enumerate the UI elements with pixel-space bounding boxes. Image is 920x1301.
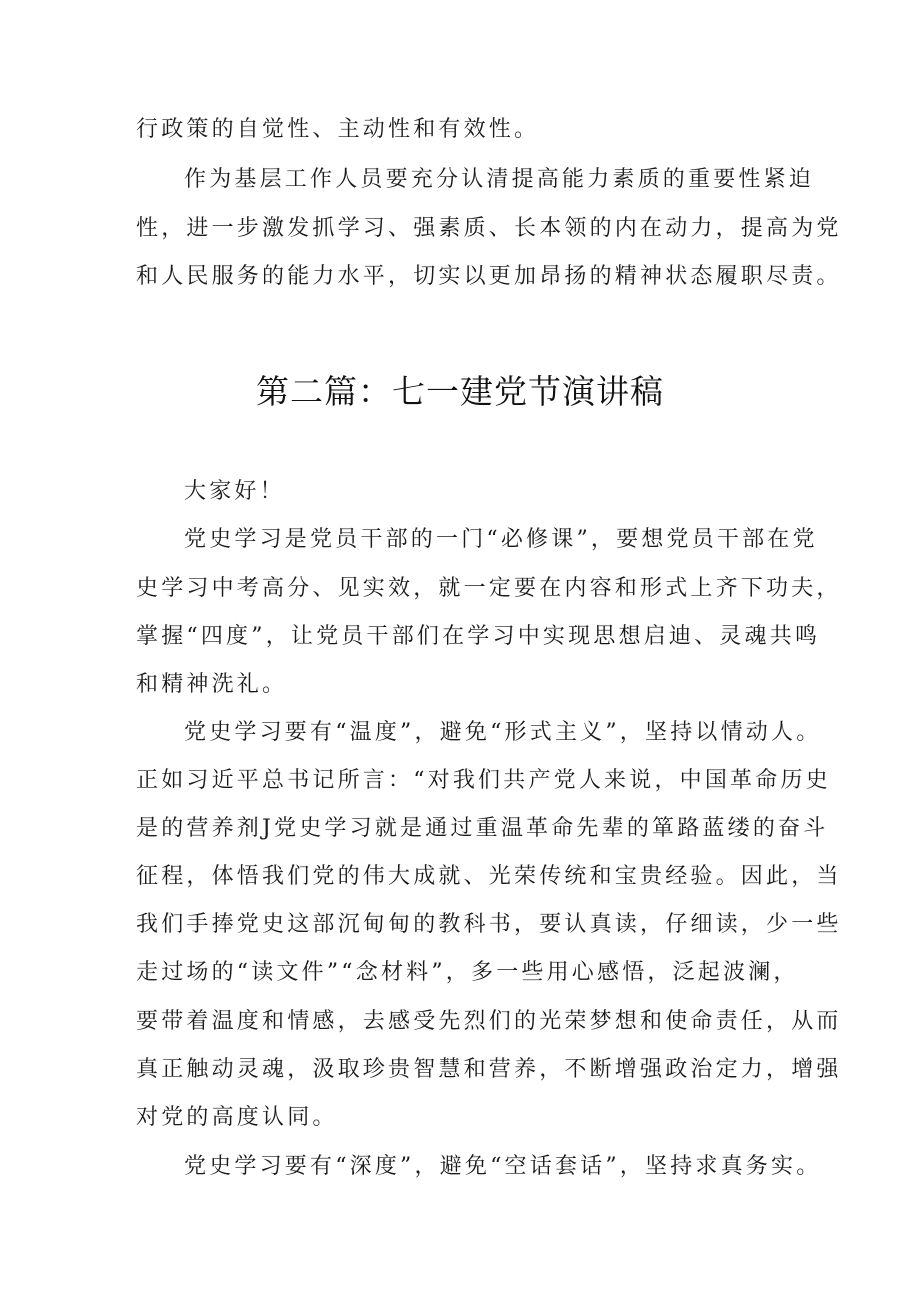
paragraph-line: 和人民服务的能力水平，切实以更加昂扬的精神状态履职尽责。 xyxy=(136,264,842,289)
section-title: 第二篇：七一建党节演讲稿 xyxy=(256,372,664,411)
paragraph-line: 正如习近平总书记所言：“对我们共产党人来说，中国革命历史 xyxy=(136,768,831,793)
paragraph-line: 对党的高度认同。 xyxy=(136,1105,338,1130)
paragraph-line: 要带着温度和情感，去感受先烈们的光荣梦想和使命责任，从而 xyxy=(136,1009,842,1034)
paragraph-line: 史学习中考高分、见实效，就一定要在内容和形式上齐下功夫， xyxy=(136,576,842,601)
paragraph-line: 大家好！ xyxy=(184,479,285,504)
paragraph-line: 走过场的“读文件”“念材料”，多一些用心感悟，泛起波澜， xyxy=(136,960,799,985)
paragraph-line: 是的营养剂J党史学习就是通过重温革命先辈的箪路蓝缕的奋斗 xyxy=(136,816,829,841)
paragraph-line: 党史学习要有“深度”，避免“空话套话”，坚持求真务实。 xyxy=(184,1154,822,1179)
paragraph-line: 性，进一步激发抓学习、强素质、长本领的内在动力，提高为党 xyxy=(136,216,842,241)
paragraph-line: 党史学习是党员干部的一门“必修课”，要想党员干部在党 xyxy=(184,527,818,552)
paragraph-line: 党史学习要有“温度”，避免“形式主义”，坚持以情动人。 xyxy=(184,720,822,745)
paragraph-line: 和精神洗礼。 xyxy=(136,672,288,697)
paragraph-line: 作为基层工作人员要充分认清提高能力素质的重要性紧迫 xyxy=(184,167,815,192)
paragraph-line: 行政策的自觉性、主动性和有效性。 xyxy=(136,117,540,142)
paragraph-line: 我们手捧党史这部沉甸甸的教科书，要认真读，仔细读，少一些 xyxy=(136,912,842,937)
paragraph-line: 真正触动灵魂，汲取珍贵智慧和营养，不断增强政治定力，增强 xyxy=(136,1057,842,1082)
paragraph-line: 掌握“四度”，让党员干部们在学习中实现思想启迪、灵魂共鸣 xyxy=(136,624,821,649)
paragraph-line: 征程，体悟我们党的伟大成就、光荣传统和宝贵经验。因此，当 xyxy=(136,864,842,889)
